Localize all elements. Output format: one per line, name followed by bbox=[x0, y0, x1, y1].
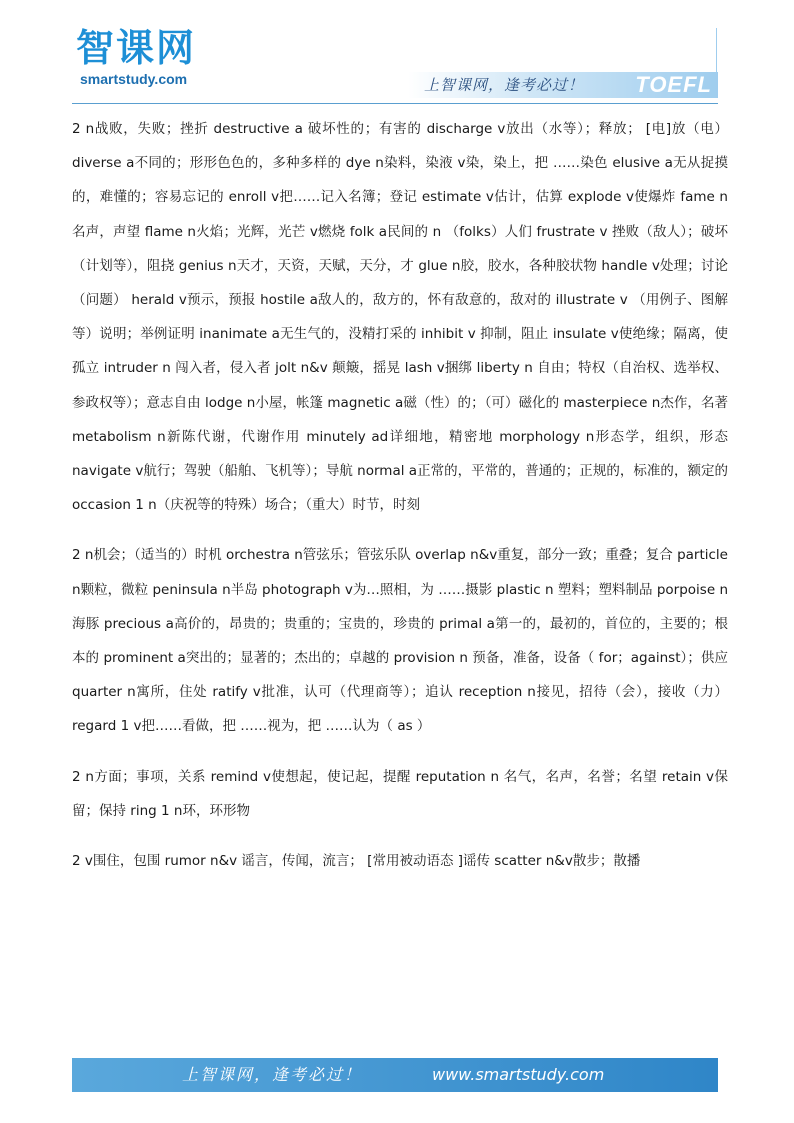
footer-url: www.smartstudy.com bbox=[432, 1065, 605, 1084]
brand-logo: 智课网 bbox=[76, 26, 197, 70]
vocabulary-paragraph: 2 n方面；事项，关系 remind v使想起，使记起，提醒 reputation n 名气，名声，名誉；名望 retain v保留；保持 ring 1 n环，环形物 bbox=[72, 768, 728, 819]
exam-label: TOEFL bbox=[635, 72, 712, 97]
footer-slogan: 上智课网，逢考必过！ bbox=[182, 1065, 363, 1084]
vocabulary-paragraph: 2 v围住，包围 rumor n&v 谣言，传闻，流言； [常用被动语态 ]谣传 scatter n&v散步；散播 bbox=[72, 853, 641, 870]
vocabulary-body bbox=[72, 112, 728, 894]
brand-domain: smartstudy.com bbox=[80, 71, 188, 87]
header-banner bbox=[408, 72, 718, 98]
page-header bbox=[72, 22, 718, 104]
vocabulary-paragraph: 2 n机会；（适当的）时机 orchestra n管弦乐；管弦乐队 overlap n&v重复，部分一致；重叠；复合 particle n颗粒，微粒 peninsula n半岛 photograph v为…照相，为 ……摄影 plastic n 塑料；塑料制品 porpoise n海豚 precious a高价的，昂贵的；贵重的；宝贵的，珍贵的 primal a第一的，最初的，首位的，主要的；根本的 prominent a突出的；显著的；杰出的；卓越的 provision n 预备，准备，设备（ for；against）；供应 quarter n寓所，住处 ratify v批准，认可（代理商等）；追认 reception n接见，招待（会），接收（力） regard 1 v把……看做，把 ……视为，把 ……认为（ as ） bbox=[72, 547, 728, 735]
header-slogan: 上智课网，逢考必过！ bbox=[424, 76, 585, 94]
vocabulary-paragraph: 2 n战败，失败；挫折 destructive a 破坏性的；有害的 discharge v放出（水等）；释放； [电]放（电） diverse a不同的；形形色色的，多种多样的 dye n染料，染液 v染，染上，把 ……染色 elusive a无从捉摸的，难懂的；容易忘记的 enroll v把……记入名簿；登记 estimate v估计，估算 explode v使爆炸 fame n名声，声望 flame n火焰；光辉，光芒 v燃烧 folk a民间的 n （folks）人们 frustrate v 挫败（敌人）；破坏（计划等），阻挠 genius n天才，天资，天赋，天分，才 glue n胶，胶水，各种胶状物 handle v处理；讨论（问题） herald v预示，预报 hostile a敌人的，敌方的，怀有敌意的，敌对的 illustrate v （用例子、图解等）说明；举例证明 inanimate a无生气的，没精打采的 inhibit v 抑制，阻止 insulate v使绝缘；隔离，使孤立 intruder n 闯入者，侵入者 jolt n&v 颠簸，摇晃 lash v捆绑 liberty n 自由；特权（自治权、选举权、参政权等）；意志自由 lodge n小屋，帐篷 magnetic a磁（性）的；（可）磁化的 masterpiece n杰作，名著 metabolism n新陈代谢，代谢作用 minutely ad详细地，精密地 morphology n形态学，组织，形态 navigate v航行；驾驶（船舶、飞机等）；导航 normal a正常的，平常的，普通的；正规的，标准的，额定的 occasion 1 n（庆祝等的特殊）场合；（重大）时节，时刻 bbox=[72, 121, 728, 514]
header-rule bbox=[72, 103, 718, 104]
page-footer bbox=[72, 1058, 718, 1092]
